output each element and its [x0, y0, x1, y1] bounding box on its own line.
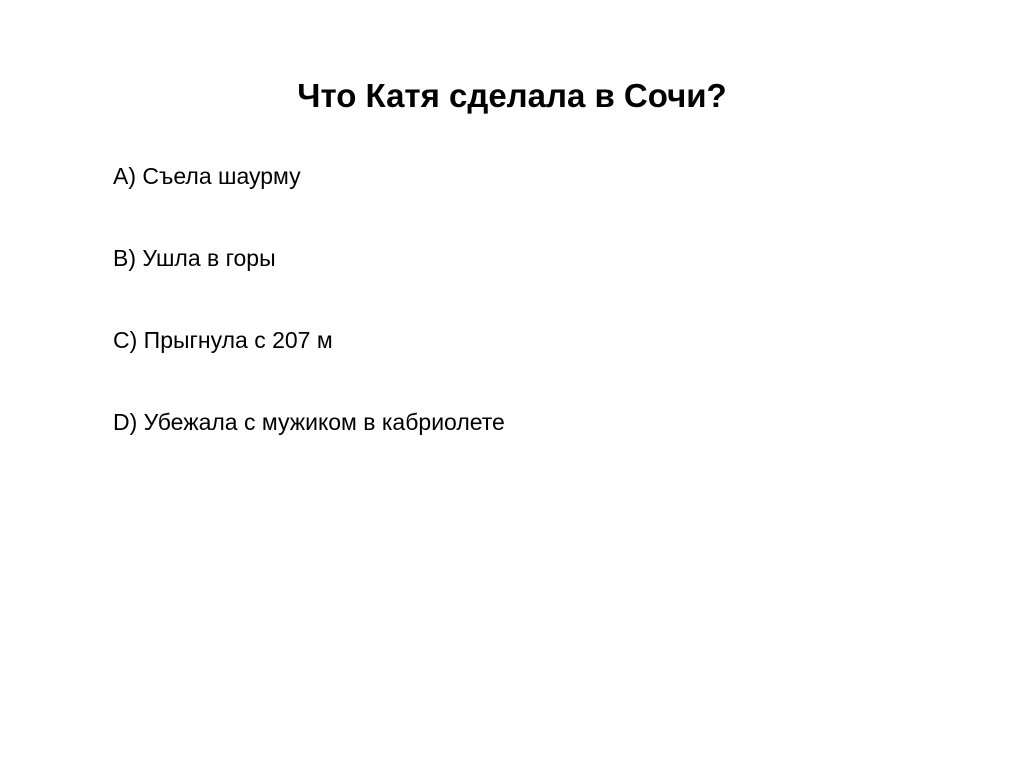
answer-option-d: D) Убежала с мужиком в кабриолете	[113, 409, 505, 435]
answer-option-c: C) Прыгнула с 207 м	[113, 327, 333, 353]
answer-option-b: B) Ушла в горы	[113, 245, 276, 271]
answer-options-list	[113, 158, 505, 486]
slide-title: Что Катя сделала в Сочи?	[297, 77, 727, 114]
answer-option-a: A) Съела шаурму	[113, 163, 301, 189]
